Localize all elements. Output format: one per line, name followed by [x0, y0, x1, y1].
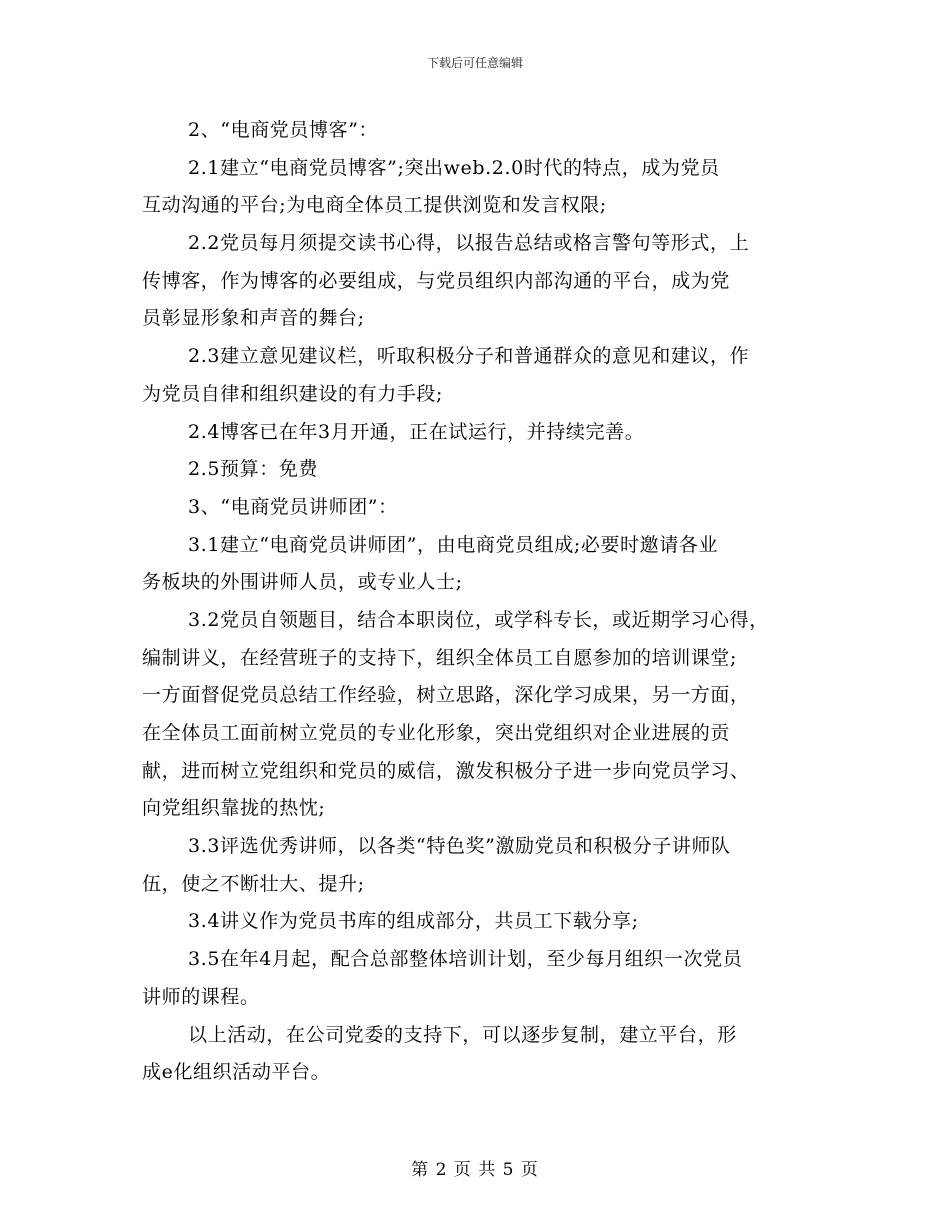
- body-line: 2.5预算：免费: [188, 458, 319, 481]
- page-footer: 第 2 页 共 5 页: [411, 1160, 539, 1180]
- document-body: [142, 112, 812, 1092]
- body-line: 3.4讲义作为党员书库的组成部分，共员工下载分享;: [188, 910, 639, 933]
- body-line: 3.5在年4月起，配合总部整体培训计划，至少每月组织一次党员: [188, 948, 743, 971]
- section-heading: 2、“电商党员博客”：: [188, 119, 379, 141]
- body-line: 一方面督促党员总结工作经验，树立思路，深化学习成果，另一方面，: [142, 684, 750, 707]
- body-line: 3.2党员自领题目，结合本职岗位，或学科专长，或近期学习心得，: [188, 608, 769, 631]
- body-line: 在全体员工面前树立党员的专业化形象，突出党组织对企业进展的贡: [142, 722, 731, 744]
- body-line: 2.4博客已在年3月开通，正在试运行，并持续完善。: [188, 420, 645, 443]
- body-line: 2.3建立意见建议栏，听取积极分子和普通群众的意见和建议，作: [188, 345, 750, 368]
- body-line: 互动沟通的平台;为电商全体员工提供浏览和发言权限;: [142, 194, 607, 217]
- body-line: 以上活动，在公司党委的支持下，可以逐步复制，建立平台，形: [188, 1023, 737, 1046]
- body-line: 编制讲义，在经营班子的支持下，组织全体员工自愿参加的培训课堂;: [142, 646, 738, 669]
- body-line: 3.1建立“电商党员讲师团”，由电商党员组成;必要时邀请各业: [188, 533, 719, 556]
- body-line: 讲师的课程。: [142, 985, 260, 1008]
- body-line: 向党组织靠拢的热忱;: [142, 797, 326, 820]
- body-line: 3.3评选优秀讲师，以各类“特色奖”激励党员和积极分子讲师队: [188, 835, 731, 858]
- page-header: 下载后可任意编辑: [426, 56, 523, 70]
- body-line: 成e化组织活动平台。: [142, 1061, 331, 1084]
- body-line: 2.1建立“电商党员博客”;突出web.2.0时代的特点，成为党员: [188, 156, 720, 179]
- body-line: 传博客，作为博客的必要组成，与党员组织内部沟通的平台，成为党: [142, 269, 731, 292]
- body-line: 为党员自律和组织建设的有力手段;: [142, 382, 444, 405]
- section-heading: 3、“电商党员讲师团”：: [188, 495, 398, 518]
- body-line: 员彰显形象和声音的舞台;: [142, 307, 365, 330]
- body-line: 伍，使之不断壮大、提升;: [142, 872, 365, 895]
- body-line: 务板块的外围讲师人员，或专业人士;: [142, 571, 463, 594]
- body-line: 献，进而树立党组织和党员的威信，激发积极分子进一步向党员学习、: [142, 759, 750, 782]
- body-line: 2.2党员每月须提交读书心得，以报告总结或格言警句等形式，上: [188, 232, 750, 255]
